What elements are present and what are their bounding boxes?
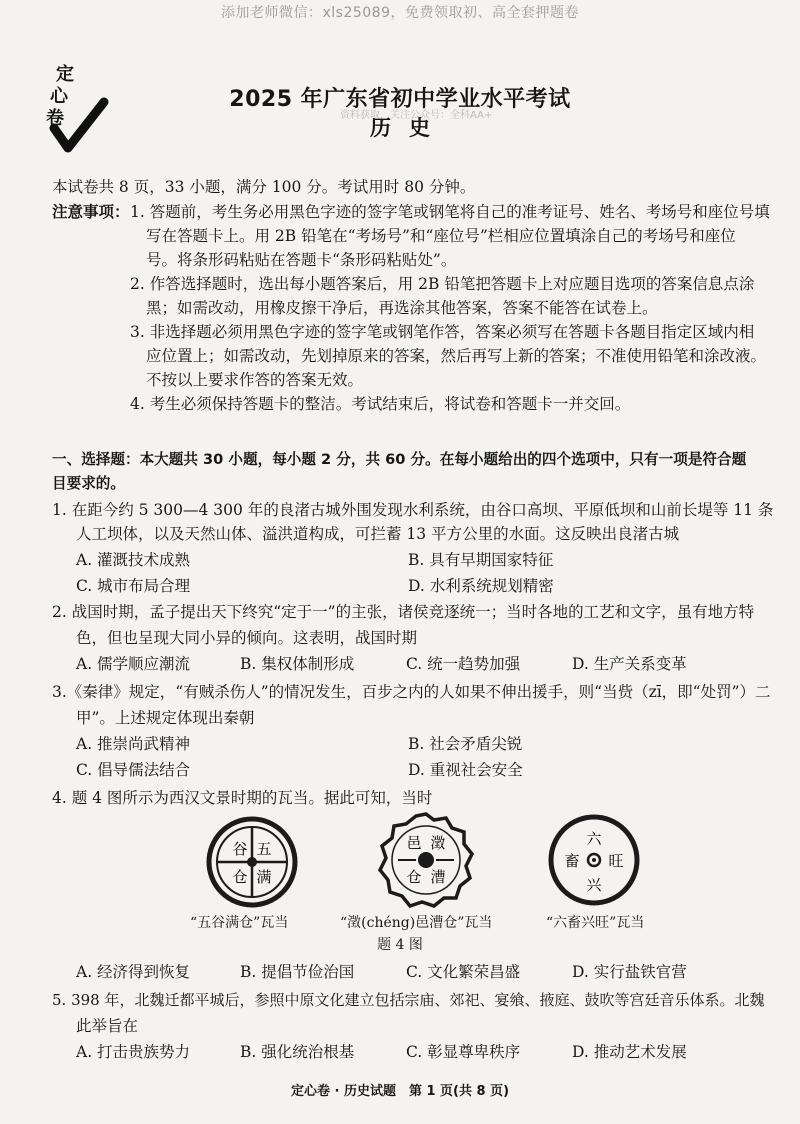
roof-tile-image — [548, 814, 640, 906]
question-3-stem: 3.《秦律》规定，“有贼杀伤人”的情况发生，百步之内的人如果不伸出援手，则“当赀（zī，即“处罚”）二 — [52, 683, 771, 701]
q1-option-c[interactable]: C. 城市布局合理 — [76, 577, 191, 595]
stamp-char: 卷 — [46, 108, 64, 129]
notice-line: 号。将条形码粘贴在答题卡“条形码粘贴处”。 — [146, 251, 457, 269]
tile-char: 谷 — [232, 840, 248, 858]
q5-option-b[interactable]: B. 强化统治根基 — [240, 1043, 355, 1061]
q2-option-d[interactable]: D. 生产关系变革 — [572, 655, 687, 673]
q5-option-d[interactable]: D. 推动艺术发展 — [572, 1043, 687, 1061]
q4-option-d[interactable]: D. 实行盐铁官营 — [572, 963, 687, 981]
q2-option-a[interactable]: A. 儒学顺应潮流 — [76, 655, 191, 673]
question-4-stem: 4. 题 4 图所示为西汉文景时期的瓦当。据此可知，当时 — [52, 789, 433, 807]
q4-option-c[interactable]: C. 文化繁荣昌盛 — [406, 963, 521, 981]
stamp-char: 心 — [50, 86, 68, 107]
question-5-stem-cont: 此举旨在 — [76, 1017, 139, 1035]
q2-option-b[interactable]: B. 集权体制形成 — [240, 655, 355, 673]
notice-line: 4. 考生必须保持答题卡的整洁。考试结束后，将试卷和答题卡一并交回。 — [130, 395, 631, 413]
question-2-stem-cont: 色，但也呈现大同小异的倾向。这表明，战国时期 — [76, 629, 418, 647]
q3-option-c[interactable]: C. 倡导儒法结合 — [76, 761, 191, 779]
notice-line: 不按以上要求作答的答案无效。 — [146, 371, 364, 389]
question-1-stem: 1. 在距今约 5 300—4 300 年的良渚古城外围发现水利系统，由谷口高坝、平原低坝和山前长堤等 11 条 — [52, 501, 774, 519]
figure-caption: “五谷满仓”瓦当 — [190, 915, 289, 931]
question-1-stem-cont: 人工坝体，以及天然山体、溢洪道构成，可拦蓄 13 平方公里的水面。这反映出良渚古城 — [76, 525, 680, 543]
notice-line: 3. 非选择题必须用黑色字迹的签字笔或钢笔作答，答案必须写在答题卡各题目指定区域内相 — [130, 323, 755, 341]
figure-caption: “六畜兴旺”瓦当 — [546, 915, 645, 931]
page-footer: 定心卷 · 历史试题 第 1 页(共 8 页) — [290, 1084, 510, 1099]
tile-char: 六 — [586, 830, 602, 848]
q3-option-b[interactable]: B. 社会矛盾尖锐 — [408, 735, 523, 753]
question-2-stem: 2. 战国时期，孟子提出天下终究“定于一”的主张，诸侯竞逐统一；当时各地的工艺和文字，虽有地方特 — [52, 603, 755, 621]
figure-label: 题 4 图 — [377, 937, 423, 953]
tile-char: 仓 — [232, 868, 248, 886]
notice-line: 1. 答题前，考生务必用黑色字迹的签字笔或钢笔将自己的准考证号、姓名、考场号和座位号填 — [130, 203, 770, 221]
tile-char: 兴 — [586, 876, 602, 894]
q5-option-a[interactable]: A. 打击贵族势力 — [76, 1043, 191, 1061]
tile-char: 满 — [256, 868, 272, 886]
q1-option-d[interactable]: D. 水利系统规划精密 — [408, 577, 554, 595]
q4-option-a[interactable]: A. 经济得到恢复 — [76, 963, 191, 981]
notice-label: 注意事项： — [52, 203, 130, 221]
watermark: 资料获取，关注公众号：全科AA+ — [340, 110, 493, 121]
q3-option-a[interactable]: A. 推崇尚武精神 — [76, 735, 191, 753]
page-title: 2025 年广东省初中学业水平考试 — [229, 87, 571, 112]
figure-caption: “澂(chéng)邑漕仓”瓦当 — [340, 915, 493, 931]
roof-tile-image — [206, 816, 298, 908]
roof-tile-image — [376, 810, 476, 910]
tile-char: 漕 — [430, 868, 446, 886]
q5-option-c[interactable]: C. 彰显尊卑秩序 — [406, 1043, 521, 1061]
tile-char: 澂 — [430, 834, 446, 852]
question-3-stem-cont: 甲”。上述规定体现出秦朝 — [76, 709, 255, 727]
notice-line: 写在答题卡上。用 2B 铅笔在“考场号”和“座位号”栏相应位置填涂自己的考场号和座位 — [146, 227, 736, 245]
notice-line: 黑；如需改动，用橡皮擦干净后，再选涂其他答案，答案不能答在试卷上。 — [146, 299, 658, 317]
tile-char: 五 — [256, 840, 272, 858]
intro-text: 本试卷共 8 页，33 小题，满分 100 分。考试用时 80 分钟。 — [52, 178, 476, 196]
notice-line: 应位置上；如需改动，先划掉原来的答案，然后再写上新的答案；不准使用铅笔和涂改液。 — [146, 347, 767, 365]
notice-line: 2. 作答选择题时，选出每小题答案后，用 2B 铅笔把答题卡上对应题目选项的答案信息点涂 — [130, 275, 755, 293]
q1-option-a[interactable]: A. 灌溉技术成熟 — [76, 551, 191, 569]
section-heading: 一、选择题：本大题共 30 小题，每小题 2 分，共 60 分。在每小题给出的四个选项中，只有一项是符合题 — [52, 451, 747, 468]
question-5-stem: 5. 398 年，北魏迁都平城后，参照中原文化建立包括宗庙、郊祀、宴飨、掖庭、鼓吹等宫廷音乐体系。北魏 — [52, 991, 765, 1009]
q2-option-c[interactable]: C. 统一趋势加强 — [406, 655, 521, 673]
stamp-char: 定 — [56, 64, 74, 85]
tile-char: 仓 — [406, 868, 422, 886]
subject-title: 历史 — [370, 116, 448, 140]
section-heading-cont: 目要求的。 — [52, 475, 125, 492]
q4-option-b[interactable]: B. 提倡节俭治国 — [240, 963, 355, 981]
tile-char: 旺 — [608, 852, 624, 870]
q3-option-d[interactable]: D. 重视社会安全 — [408, 761, 523, 779]
q1-option-b[interactable]: B. 具有早期国家特征 — [408, 551, 554, 569]
tile-char: 畜 — [564, 852, 580, 870]
tile-char: 邑 — [406, 834, 422, 852]
top-banner: 添加老师微信：xls25089，免费领取初、高全套押题卷 — [220, 5, 579, 21]
